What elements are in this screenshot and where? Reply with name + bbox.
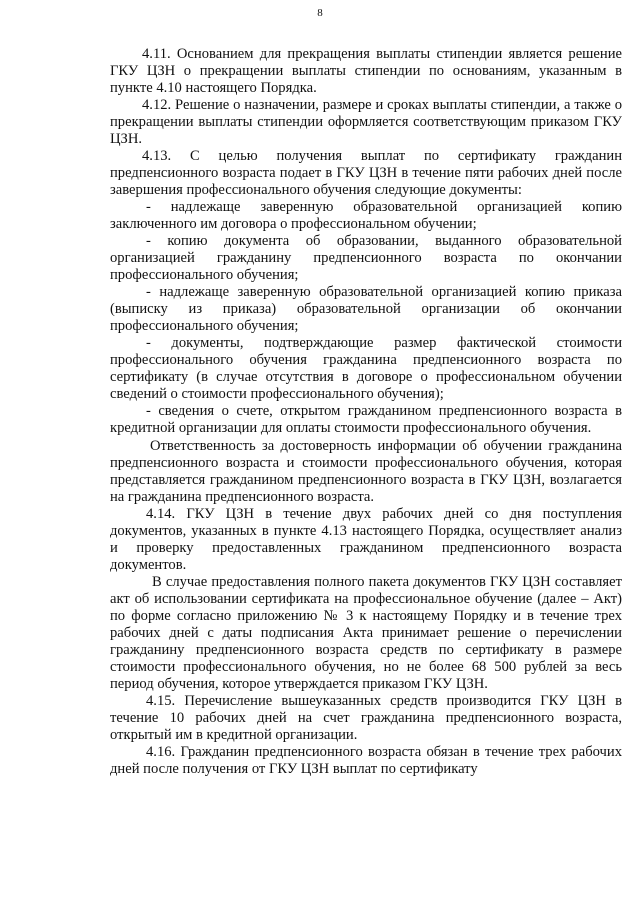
list-item-cost-documents: - документы, подтверждающие размер фактической стоимости профессионального обучения гражданина предпенсионного возраста по сертификату (в случае отсутствия в договоре о профессиональном обучении сведений о стоимости профессионального обучения);	[110, 335, 622, 402]
paragraph-4-11: 4.11. Основанием для прекращения выплаты стипендии является решение ГКУ ЦЗН о прекращении выплаты стипендии по основаниям, указанным в пункте 4.10 настоящего Порядка.	[110, 46, 622, 96]
paragraph-4-16: 4.16. Гражданин предпенсионного возраста обязан в течение трех рабочих дней после получения от ГКУ ЦЗН выплат по сертификату	[110, 744, 622, 777]
document-body	[110, 46, 622, 778]
paragraph-responsibility: Ответственность за достоверность информации об обучении гражданина предпенсионного возраста и стоимости профессионального обучения, которая представляется гражданином предпенсионного возраста в ГКУ ЦЗН, возлагается на гражданина предпенсионного возраста.	[110, 438, 622, 505]
paragraph-4-13: 4.13. С целью получения выплат по сертификату гражданин предпенсионного возраста подает в ГКУ ЦЗН в течение пяти рабочих дней после завершения профессионального обучения следующие документы:	[110, 148, 622, 198]
paragraph-4-14: 4.14. ГКУ ЦЗН в течение двух рабочих дней со дня поступления документов, указанных в пункте 4.13 настоящего Порядка, осуществляет анализ и проверку предоставленных гражданином предпенсионного возраста документов.	[110, 506, 622, 573]
list-item-order-copy: - надлежаще заверенную образовательной организацией копию приказа (выписку из приказа) образовательной организации об окончании профессионального обучения;	[110, 284, 622, 334]
list-item-education-document: - копию документа об образовании, выданного образовательной организацией гражданину предпенсионного возраста по окончании профессионального обучения;	[110, 233, 622, 283]
list-item-bank-account: - сведения о счете, открытом гражданином предпенсионного возраста в кредитной организации для оплаты стоимости профессионального обучения.	[110, 403, 622, 436]
paragraph-4-12: 4.12. Решение о назначении, размере и сроках выплаты стипендии, а также о прекращении выплаты стипендии оформляется соответствующим приказом ГКУ ЦЗН.	[110, 97, 622, 147]
paragraph-4-15: 4.15. Перечисление вышеуказанных средств производится ГКУ ЦЗН в течение 10 рабочих дней на счет гражданина предпенсионного возраста, открытый им в кредитной организации.	[110, 693, 622, 743]
page-number: 8	[317, 7, 323, 19]
paragraph-full-package: В случае предоставления полного пакета документов ГКУ ЦЗН составляет акт об использовании сертификата на профессиональное обучение (далее – Акт) по форме согласно приложению № 3 к настоящему Порядку и в течение трех рабочих дней с даты подписания Акта принимает решение о перечислении гражданину предпенсионного возраста средств по сертификату в размере стоимости профессионального обучения, но не более 68 500 рублей за весь период обучения, которое утверждается приказом ГКУ ЦЗН.	[110, 574, 622, 692]
list-item-contract-copy: - надлежаще заверенную образовательной организацией копию заключенного им договора о профессиональном обучении;	[110, 199, 622, 232]
